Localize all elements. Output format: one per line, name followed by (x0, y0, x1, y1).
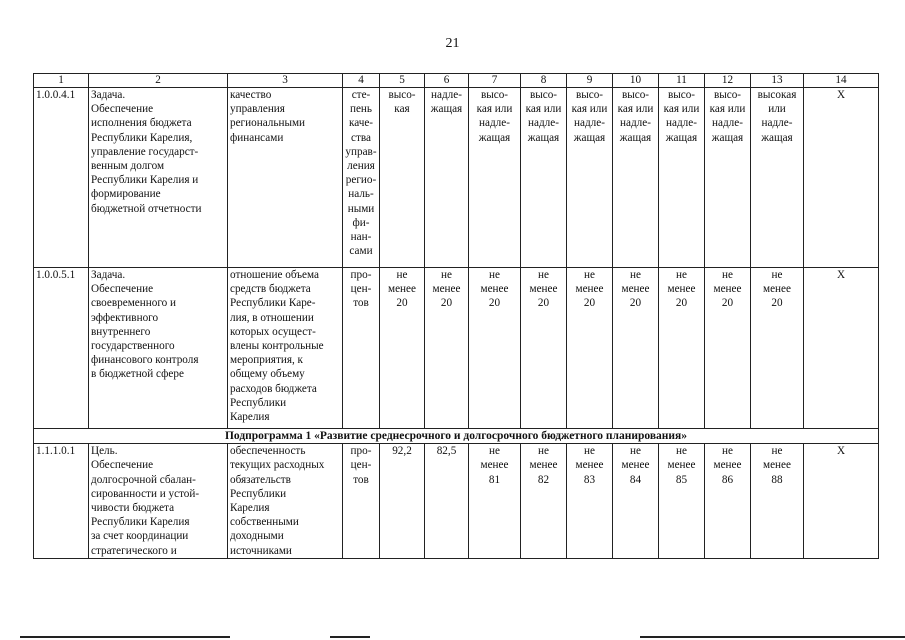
row-last: X (804, 88, 879, 268)
row-value: не менее 20 (469, 268, 521, 429)
scan-edge-line (330, 636, 370, 638)
row-last: X (804, 444, 879, 559)
row-value: не менее 82 (521, 444, 567, 559)
row-value: не менее 20 (521, 268, 567, 429)
header-cell: 13 (751, 74, 804, 88)
row-value: высо- кая или надле- жащая (659, 88, 705, 268)
header-cell: 2 (89, 74, 228, 88)
header-cell: 8 (521, 74, 567, 88)
row-value: не менее 20 (613, 268, 659, 429)
row-value: не менее 88 (751, 444, 804, 559)
header-cell: 11 (659, 74, 705, 88)
header-cell: 9 (567, 74, 613, 88)
row-value: не менее 85 (659, 444, 705, 559)
row-unit: сте- пень каче- ства управ- ления регио- наль- ными фи- нан- сами (343, 88, 380, 268)
row-value: 82,5 (425, 444, 469, 559)
header-cell: 7 (469, 74, 521, 88)
row-code: 1.0.0.5.1 (34, 268, 89, 429)
row-value: высо- кая или надле- жащая (705, 88, 751, 268)
header-cell: 3 (228, 74, 343, 88)
header-cell: 4 (343, 74, 380, 88)
row-value: не менее 86 (705, 444, 751, 559)
row-code: 1.1.1.0.1 (34, 444, 89, 559)
table-row (34, 88, 879, 268)
row-indicator: обеспеченность текущих расходных обязательств Республики Карелия собственными доходными источниками (228, 444, 343, 559)
row-value: не менее 20 (705, 268, 751, 429)
row-indicator: отношение объема средств бюджета Республики Каре- лия, в отношении которых осущест- влены контрольные мероприятия, к общему объему расходов бюджета Республики Карелия (228, 268, 343, 429)
header-cell: 10 (613, 74, 659, 88)
row-last: X (804, 268, 879, 429)
header-row (34, 74, 879, 88)
header-cell: 6 (425, 74, 469, 88)
page-number: 21 (445, 36, 460, 51)
row-value: не менее 20 (425, 268, 469, 429)
indicators-table (33, 73, 879, 559)
row-value: высо- кая (380, 88, 425, 268)
row-value: 92,2 (380, 444, 425, 559)
table-row (34, 268, 879, 429)
table-row (34, 444, 879, 559)
row-unit: про- цен- тов (343, 444, 380, 559)
row-value: высокая или надле- жащая (751, 88, 804, 268)
subprogram-row (34, 429, 879, 444)
row-value: высо- кая или надле- жащая (469, 88, 521, 268)
row-value: надле- жащая (425, 88, 469, 268)
row-value: высо- кая или надле- жащая (567, 88, 613, 268)
row-task: Задача. Обеспечение исполнения бюджета Республики Карелия, управление государст- венным долгом Республики Карелия и формирование бюджетной отчетности (89, 88, 228, 268)
row-value: высо- кая или надле- жащая (521, 88, 567, 268)
subprogram-title: Подпрограмма 1 «Развитие среднесрочного и долгосрочного бюджетного планирования» (34, 429, 879, 444)
scan-edge-line (20, 636, 230, 638)
row-value: не менее 20 (380, 268, 425, 429)
row-task: Задача. Обеспечение своевременного и эффективного внутреннего государственного финансового контроля в бюджетной сфере (89, 268, 228, 429)
header-cell: 12 (705, 74, 751, 88)
row-value: высо- кая или надле- жащая (613, 88, 659, 268)
row-task: Цель. Обеспечение долгосрочной сбалан- сированности и устой- чивости бюджета Республики Карелия за счет координации стратегического и (89, 444, 228, 559)
header-cell: 14 (804, 74, 879, 88)
row-value: не менее 84 (613, 444, 659, 559)
header-cell: 1 (34, 74, 89, 88)
row-code: 1.0.0.4.1 (34, 88, 89, 268)
row-value: не менее 20 (659, 268, 705, 429)
row-unit: про- цен- тов (343, 268, 380, 429)
header-cell: 5 (380, 74, 425, 88)
row-value: не менее 81 (469, 444, 521, 559)
row-value: не менее 20 (751, 268, 804, 429)
row-indicator: качество управления региональными финансами (228, 88, 343, 268)
scan-edge-line (640, 636, 905, 638)
row-value: не менее 20 (567, 268, 613, 429)
row-value: не менее 83 (567, 444, 613, 559)
